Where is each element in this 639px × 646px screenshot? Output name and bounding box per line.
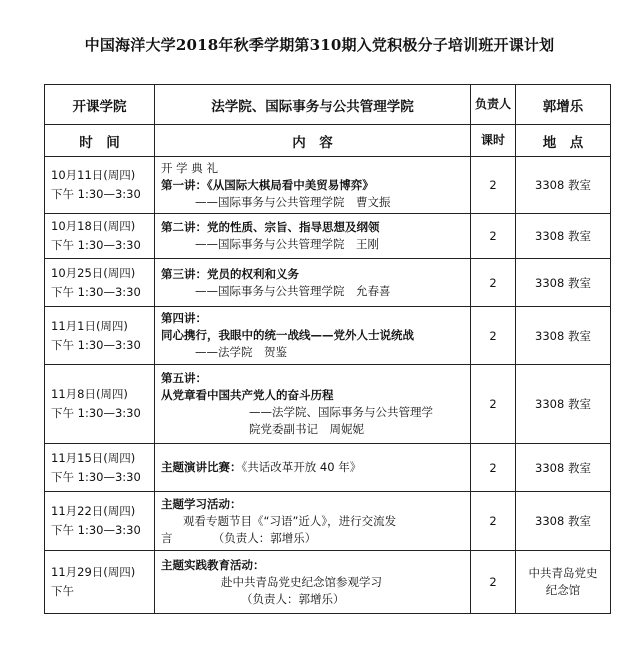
lecture-title: 从党章看中国共产党人的奋斗历程 xyxy=(161,388,334,402)
location-cell: 3308 教室 xyxy=(516,444,611,492)
table-row xyxy=(45,551,611,614)
leader-value: 郭增乐 xyxy=(516,85,611,125)
leader-label: 负责人 xyxy=(471,85,516,125)
activity-desc: 赴中共青岛党史纪念馆参观学习 xyxy=(221,574,382,589)
activity-topic: 《共话改革开放 40 年》 xyxy=(241,460,362,474)
header-row-columns xyxy=(45,125,611,157)
content-cell xyxy=(155,259,471,307)
activity-title: 主题学习活动： xyxy=(161,496,242,511)
location-cell: 3308 教室 xyxy=(516,259,611,307)
date-text: 11月15日(周四) xyxy=(51,450,136,465)
date-text: 11月22日(周四) xyxy=(51,504,136,518)
date-text: 10月11日(周四) xyxy=(51,168,136,182)
college-label: 开课学院 xyxy=(45,85,155,125)
hours-cell: 2 xyxy=(471,444,516,492)
time-text: 下午 xyxy=(51,584,74,598)
table-row xyxy=(45,492,611,551)
hours-cell: 2 xyxy=(471,259,516,307)
table-row xyxy=(45,259,611,307)
college-value: 法学院、国际事务与公共管理学院 xyxy=(155,85,471,125)
lecture-title: 第二讲：党的性质、宗旨、指导思想及纲领 xyxy=(161,220,380,234)
content-cell xyxy=(155,551,471,614)
time-cell xyxy=(45,259,155,307)
table-row xyxy=(45,214,611,259)
time-text: 下午 1:30—3:30 xyxy=(51,469,141,484)
date-text: 11月8日(周四) xyxy=(51,387,128,401)
table-row xyxy=(45,444,611,492)
hours-header: 课时 xyxy=(471,125,516,157)
lecture-title: 第一讲：《从国际大棋局看中美贸易博弈》 xyxy=(161,177,374,192)
header-row-college xyxy=(45,85,611,125)
time-header: 时 间 xyxy=(45,125,155,157)
time-text: 下午 1:30—3:30 xyxy=(51,284,141,299)
time-text: 下午 1:30—3:30 xyxy=(51,406,141,420)
content-cell xyxy=(155,492,471,551)
time-text: 下午 1:30—3:30 xyxy=(51,187,141,201)
location-cell: 3308 教室 xyxy=(516,307,611,365)
location-header: 地 点 xyxy=(516,125,611,157)
lecture-speaker: ——国际事务与公共管理学院 王刚 xyxy=(195,237,379,251)
content-cell xyxy=(155,157,471,214)
location-cell: 3308 教室 xyxy=(516,157,611,214)
location-cell: 中共青岛党史纪念馆 xyxy=(516,551,611,614)
date-text: 10月25日(周四) xyxy=(51,265,136,280)
content-cell xyxy=(155,214,471,259)
lecture-speaker-cont: 院党委副书记 周妮妮 xyxy=(249,422,364,436)
location-cell: 3308 教室 xyxy=(516,365,611,444)
content-header: 内 容 xyxy=(155,125,471,157)
date-text: 11月1日(周四) xyxy=(51,318,128,333)
lecture-title: 同心携行，我眼中的统一战线——党外人士说统战 xyxy=(161,328,414,342)
hours-cell: 2 xyxy=(471,214,516,259)
content-cell xyxy=(155,444,471,492)
time-cell xyxy=(45,365,155,444)
date-text: 11月29日(周四) xyxy=(51,565,136,579)
lecture-speaker: ——国际事务与公共管理学院 曹文振 xyxy=(195,194,391,209)
activity-desc-cont: （负责人：郭增乐） xyxy=(241,591,345,606)
hours-cell: 2 xyxy=(471,307,516,365)
table-row xyxy=(45,157,611,214)
activity-desc-cont: 言 （负责人：郭增乐） xyxy=(161,530,317,545)
time-cell xyxy=(45,492,155,551)
activity-title: 主题实践教育活动： xyxy=(161,557,265,572)
hours-cell: 2 xyxy=(471,492,516,551)
content-cell xyxy=(155,307,471,365)
hours-cell: 2 xyxy=(471,551,516,614)
time-text: 下午 1:30—3:30 xyxy=(51,337,141,352)
time-cell xyxy=(45,551,155,614)
activity-desc: 观看专题节目《“习语”近人》，进行交流发 xyxy=(183,513,397,528)
lecture-speaker: ——国际事务与公共管理学院 允春喜 xyxy=(195,283,391,298)
content-cell xyxy=(155,365,471,444)
activity-title: 主题演讲比赛： xyxy=(161,460,242,474)
schedule-table xyxy=(44,84,611,614)
page-title: 中国海洋大学2018年秋季学期第310期入党积极分子培训班开课计划 xyxy=(84,36,555,54)
location-cell: 3308 教室 xyxy=(516,214,611,259)
table-row xyxy=(45,307,611,365)
lecture-number: 第五讲： xyxy=(161,371,207,385)
location-cell: 3308 教室 xyxy=(516,492,611,551)
lecture-speaker: ——法学院、国际事务与公共管理学 xyxy=(249,405,433,419)
lecture-title: 第三讲：党员的权利和义务 xyxy=(161,266,299,281)
time-text: 下午 1:30—3:30 xyxy=(51,238,141,252)
lecture-speaker: ——法学院 贺鉴 xyxy=(195,345,287,359)
ceremony-text: 开 学 典 礼 xyxy=(161,160,218,175)
time-cell xyxy=(45,444,155,492)
time-cell xyxy=(45,214,155,259)
time-cell xyxy=(45,157,155,214)
time-cell xyxy=(45,307,155,365)
time-text: 下午 1:30—3:30 xyxy=(51,523,141,537)
hours-cell: 2 xyxy=(471,365,516,444)
date-text: 10月18日(周四) xyxy=(51,219,136,233)
table-row xyxy=(45,365,611,444)
lecture-number: 第四讲： xyxy=(161,311,207,325)
hours-cell: 2 xyxy=(471,157,516,214)
